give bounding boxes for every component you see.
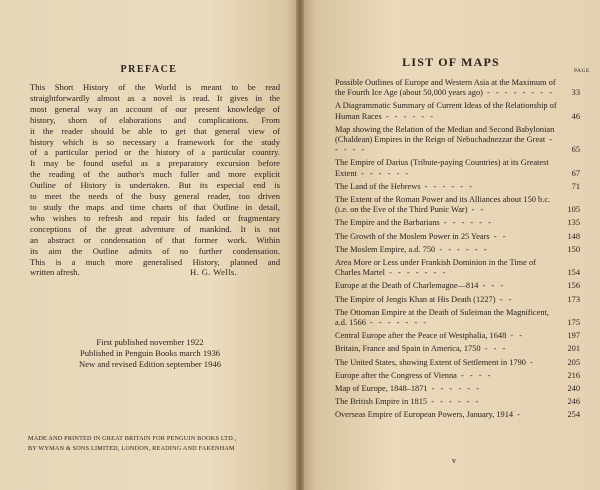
map-entry-title: The Extent of the Roman Power and its Alliances about 150 b.c. (i.e. on the Eve of the Third Punic War) <box>335 195 551 215</box>
preface-line: written afresh. <box>30 267 80 278</box>
map-entry-leader: - - - <box>478 281 506 291</box>
map-entry-title: Possible Outlines of Europe and Western Asia at the Maximum of the Fourth Ice Age (about 50,000 years ago) <box>335 78 556 98</box>
preface-line: This is a much more generalised History, planned and <box>30 256 280 267</box>
edition-line: Published in Penguin Books march 1936 <box>79 348 221 358</box>
map-entry-leader: - - <box>495 294 514 304</box>
preface-line: an abstract or condensation of that former work. Within <box>30 234 280 245</box>
map-entry-title: The Moslem Empire, a.d. 750 <box>335 244 436 254</box>
map-entry-title: Europe at the Death of Charlemagne—814 <box>335 281 479 291</box>
map-entry-title: Area More or Less under Frankish Dominion in the Time of Charles Martel <box>335 258 536 278</box>
preface-line: to study the maps and time charts of that Outline in detail, <box>30 201 280 212</box>
map-entry-page: 240 <box>567 384 580 394</box>
preface-line: it the reader should be able to get that general view of <box>30 125 280 136</box>
map-entry-title: Europe after the Congress of Vienna <box>335 370 457 380</box>
map-entry <box>335 410 580 420</box>
preface-line: history, shorn of elaborations and complications. From <box>30 114 280 125</box>
list-of-maps-title: LIST OF MAPS <box>402 55 500 69</box>
map-entry-page: 65 <box>571 145 580 155</box>
publication-history <box>40 337 260 370</box>
map-entry-leader: - - - - - - - - <box>482 88 554 98</box>
map-entry <box>335 232 580 242</box>
preface-line: history which is so necessary a framework for the study <box>30 136 280 147</box>
map-entry-page: 135 <box>567 218 580 228</box>
map-entry-page: 254 <box>567 410 580 420</box>
preface-line: conceptions of the great adventure of mankind. It is not <box>30 223 280 234</box>
map-entry-title: Central Europe after the Peace of Westphalia, 1648 <box>335 331 507 341</box>
map-entry <box>335 331 580 341</box>
map-entry-leader: - - <box>467 205 486 215</box>
map-entry-page: 205 <box>567 357 580 367</box>
map-entry-page: 150 <box>567 244 580 254</box>
map-entry <box>335 182 580 192</box>
imprint-line: BY WYMAN & SONS LIMITED, LONDON, READING AND FAKENHAM <box>28 444 235 452</box>
map-entry-leader: - - - - - - <box>356 168 411 178</box>
printer-imprint <box>28 434 288 453</box>
map-entry <box>335 258 580 278</box>
map-entry-leader: - - - - - - <box>420 181 474 191</box>
map-entry-page: 175 <box>567 318 580 328</box>
page-column-label: PAGE <box>574 68 590 74</box>
map-entry-title: The Empire and the Barbarians <box>335 218 440 228</box>
map-entry <box>335 344 580 354</box>
map-entry <box>335 397 580 407</box>
map-entry-page: 173 <box>567 294 580 304</box>
map-entry-title: The Empire of Jengis Khan at His Death (1227) <box>335 294 496 304</box>
map-entry-title: The Growth of the Moslem Power in 25 Years <box>335 231 490 241</box>
preface-line: Outline of History is undertaken. But its especial end is <box>30 180 280 191</box>
preface-line: straightforwardly almost as a novel is read. It gives in the <box>30 92 280 103</box>
preface-line: It may be found useful as a preparatory excursion before <box>30 158 280 169</box>
map-entry <box>335 195 580 215</box>
map-entry-leader: - - - - - <box>335 135 555 155</box>
map-entry-title: Overseas Empire of European Powers, January, 1914 <box>335 410 514 420</box>
preface-body <box>30 82 280 278</box>
map-entry-leader: - - - - <box>456 370 493 380</box>
map-entry-title: Britain, France and Spain in America, 1750 <box>335 344 481 354</box>
map-entry-leader: - - - - - - <box>439 218 493 228</box>
map-entry-leader: - - <box>489 231 508 241</box>
edition-line: First published november 1922 <box>96 337 204 347</box>
map-entry-leader: - - <box>506 331 525 341</box>
map-entry-page: 67 <box>571 168 580 178</box>
map-entry <box>335 281 580 291</box>
map-entry <box>335 125 580 156</box>
map-entry-title: Map showing the Relation of the Median and Second Babylonian (Chaldean) Empires in the Reign of Nebuchadnezzar the Great <box>335 124 555 145</box>
map-entry <box>335 245 580 255</box>
map-entry-page: 246 <box>567 397 580 407</box>
map-entry <box>335 295 580 305</box>
preface-line: This Short History of the World is meant to be read <box>30 82 280 92</box>
edition-line: New and revised Edition september 1946 <box>79 359 221 369</box>
map-entry-leader: - - - - - - <box>427 384 481 394</box>
map-entry-title: The British Empire in 1815 <box>335 397 428 407</box>
map-entry-title: Map of Europe, 1848–1871 <box>335 384 428 394</box>
map-entry-page: 71 <box>571 181 580 191</box>
maps-list <box>335 78 580 424</box>
map-entry-page: 216 <box>567 370 580 380</box>
map-entry-leader: - - - - - - - <box>385 268 448 278</box>
map-entry <box>335 78 580 98</box>
preface-title: PREFACE <box>120 64 178 75</box>
map-entry-title: The United States, showing Extent of Settlement in 1790 <box>335 357 526 367</box>
map-entry-leader: - <box>525 357 535 367</box>
map-entry <box>335 218 580 228</box>
map-entry <box>335 371 580 381</box>
map-entry-page: 201 <box>567 344 580 354</box>
preface-line: most general way an account of our present knowledge of <box>30 103 280 114</box>
map-entry <box>335 384 580 394</box>
preface-signature: H. G. Wells. <box>190 267 238 277</box>
map-entry-page: 154 <box>567 268 580 278</box>
map-entry-page: 105 <box>567 205 580 215</box>
page-number: v <box>452 456 456 465</box>
map-entry-page: 197 <box>567 331 580 341</box>
map-entry-page: 156 <box>567 281 580 291</box>
map-entry-title: The Empire of Darius (Tribute-paying Countries) at its Greatest Extent <box>335 158 549 178</box>
map-entry-title: A Diagrammatic Summary of Current Ideas of the Relationship of Human Races <box>335 101 557 121</box>
map-entry-leader: - - - <box>480 344 508 354</box>
map-entry <box>335 101 580 121</box>
preface-line: its aim the Outline admits of no further condensation. <box>30 245 280 256</box>
map-entry-leader: - <box>513 410 522 420</box>
imprint-line: MADE AND PRINTED IN GREAT BRITAIN FOR PENGUIN BOOKS LTD., <box>28 435 237 442</box>
map-entry-title: The Ottoman Empire at the Death of Suleiman the Magnificent, a.d. 1566 <box>335 307 549 328</box>
preface-line: to meet the needs of the busy general reader, too driven <box>30 191 280 202</box>
map-entry <box>335 308 580 328</box>
map-entry-leader: - - - - - - - <box>365 318 429 328</box>
map-entry <box>335 158 580 178</box>
map-entry-leader: - - - - - - <box>435 244 489 254</box>
map-entry-leader: - - - - - - <box>427 397 481 407</box>
preface-line: the reading of the author's much fuller and more explicit <box>30 169 280 180</box>
map-entry-page: 33 <box>571 88 580 98</box>
map-entry <box>335 358 580 368</box>
map-entry-title: The Land of the Hebrews <box>335 181 421 191</box>
preface-line: who wishes to refresh and repair his faded or fragmentary <box>30 212 280 223</box>
map-entry-leader: - - - - - - <box>381 111 436 121</box>
preface-line: of a particular period or the history of a particular country. <box>30 147 280 158</box>
map-entry-page: 46 <box>571 111 580 121</box>
map-entry-page: 148 <box>567 231 580 241</box>
